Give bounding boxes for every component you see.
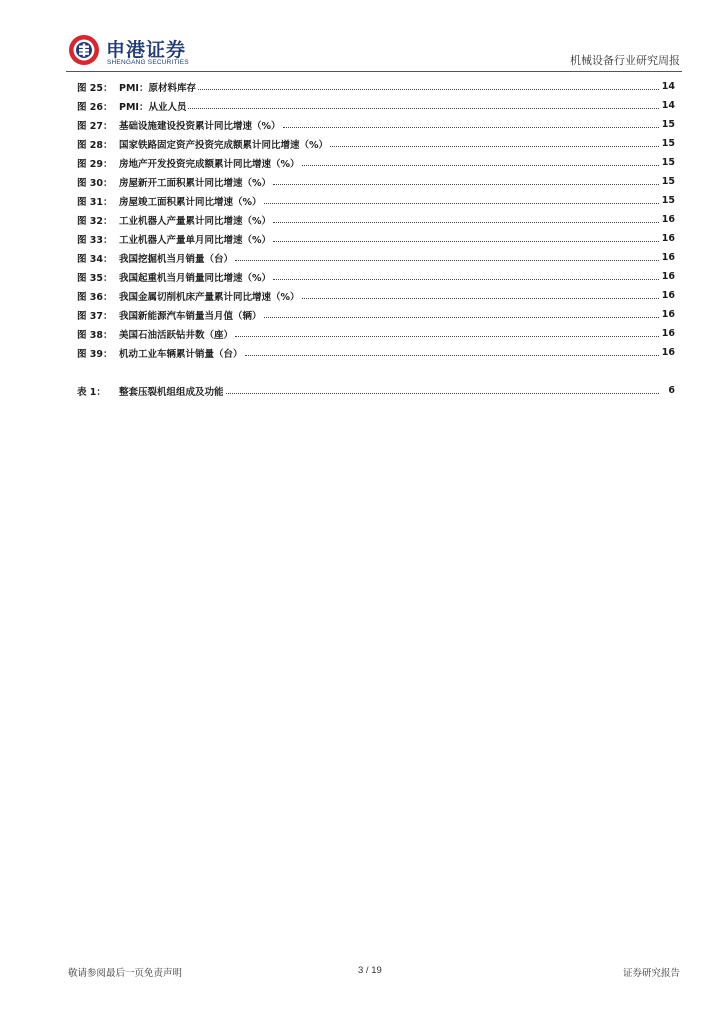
toc-figure-entry[interactable]: [77, 115, 675, 134]
toc-entry-page: 16: [661, 233, 675, 244]
toc-entry-page: 15: [661, 176, 675, 187]
toc-entry-number: 图 35：: [77, 272, 113, 284]
toc-entry-page: 15: [661, 195, 675, 206]
toc-entry-number: 图 29：: [77, 158, 113, 170]
toc-entry-title: 我国起重机当月销量同比增速（%）: [119, 272, 272, 284]
toc-leader-dots: [302, 165, 659, 166]
toc-entry-number: 图 38：: [77, 329, 113, 341]
toc-figure-entry[interactable]: [77, 248, 675, 267]
toc-figure-entry[interactable]: [77, 210, 675, 229]
toc-figure-entry[interactable]: [77, 77, 675, 96]
toc-leader-dots: [273, 184, 659, 185]
toc-leader-dots: [198, 89, 659, 90]
toc-leader-dots: [235, 336, 659, 337]
toc-leader-dots: [302, 298, 659, 299]
toc-entry-title: 房屋竣工面积累计同比增速（%）: [119, 196, 262, 208]
toc-figure-entry[interactable]: [77, 172, 675, 191]
toc-leader-dots: [235, 260, 659, 261]
toc-figure-entry[interactable]: [77, 324, 675, 343]
toc-leader-dots: [264, 317, 659, 318]
toc-entry-number: 图 28：: [77, 139, 113, 151]
toc-entry-page: 16: [661, 309, 675, 320]
toc-entry-title: PMI：从业人员: [119, 101, 187, 113]
brand-name-cn: 申港证券: [106, 39, 187, 61]
toc-entry-page: 16: [661, 252, 675, 263]
toc-leader-dots: [273, 241, 659, 242]
toc-entry-title: 我国金属切削机床产量累计同比增速（%）: [119, 291, 300, 303]
toc-leader-dots: [245, 355, 659, 356]
toc-figure-entry[interactable]: [77, 305, 675, 324]
toc-entry-page: 14: [661, 100, 675, 111]
list-separator: [77, 362, 675, 381]
toc-entry-title: 我国挖掘机当月销量（台）: [119, 253, 234, 265]
toc-entry-number: 图 37：: [77, 310, 113, 322]
toc-entry-number: 图 33：: [77, 234, 113, 246]
toc-entry-number: 表 1：: [77, 386, 106, 398]
toc-entry-title: 国家铁路固定资产投资完成额累计同比增速（%）: [119, 139, 329, 151]
toc-entry-page: 16: [661, 214, 675, 225]
toc-table-entry[interactable]: [77, 381, 675, 400]
toc-entry-page: 16: [661, 290, 675, 301]
toc-entry-title: 房屋新开工面积累计同比增速（%）: [119, 177, 272, 189]
toc-entry-number: 图 25：: [77, 82, 113, 94]
toc-leader-dots: [283, 127, 659, 128]
toc-entry-title: 工业机器人产量累计同比增速（%）: [119, 215, 272, 227]
brand-name-en: SHENGANG SECURITIES: [107, 59, 189, 66]
toc-entry-page: 15: [661, 157, 675, 168]
table-list: [77, 381, 675, 400]
toc-entry-number: 图 27：: [77, 120, 113, 132]
company-logo: [68, 34, 198, 66]
figure-list: [77, 77, 675, 362]
toc-entry-page: 6: [668, 385, 675, 396]
logo-mark-icon: [68, 34, 100, 66]
footer-report-type: 证券研究报告: [622, 968, 680, 979]
toc-entry-number: 图 39：: [77, 348, 113, 360]
toc-leader-dots: [226, 393, 659, 394]
toc-figure-entry[interactable]: [77, 191, 675, 210]
toc-leader-dots: [188, 108, 659, 109]
toc-entry-title: 整套压裂机组组成及功能: [119, 386, 224, 398]
toc-figure-entry[interactable]: [77, 343, 675, 362]
toc-leader-dots: [273, 279, 659, 280]
toc-entry-page: 14: [661, 81, 675, 92]
toc-entry-page: 16: [661, 328, 675, 339]
table-of-contents: [77, 77, 675, 400]
toc-figure-entry[interactable]: [77, 153, 675, 172]
toc-figure-entry[interactable]: [77, 267, 675, 286]
toc-entry-title: PMI：原材料库存: [119, 82, 196, 94]
toc-entry-title: 美国石油活跃钻井数（座）: [119, 329, 234, 341]
toc-entry-number: 图 36：: [77, 291, 113, 303]
page-number: 3 / 19: [358, 965, 382, 976]
toc-figure-entry[interactable]: [77, 286, 675, 305]
toc-figure-entry[interactable]: [77, 229, 675, 248]
toc-leader-dots: [273, 222, 659, 223]
toc-entry-title: 工业机器人产量单月同比增速（%）: [119, 234, 272, 246]
toc-entry-title: 基础设施建设投资累计同比增速（%）: [119, 120, 281, 132]
toc-figure-entry[interactable]: [77, 134, 675, 153]
header-divider: [66, 71, 682, 72]
page-footer: [66, 965, 682, 979]
toc-entry-number: 图 30：: [77, 177, 113, 189]
toc-entry-number: 图 31：: [77, 196, 113, 208]
toc-entry-page: 15: [661, 119, 675, 130]
toc-entry-number: 图 26：: [77, 101, 113, 113]
toc-leader-dots: [330, 146, 659, 147]
toc-entry-title: 机动工业车辆累计销量（台）: [119, 348, 243, 360]
toc-entry-number: 图 32：: [77, 215, 113, 227]
toc-entry-page: 15: [661, 138, 675, 149]
toc-figure-entry[interactable]: [77, 96, 675, 115]
toc-entry-number: 图 34：: [77, 253, 113, 265]
toc-entry-page: 16: [661, 271, 675, 282]
footer-disclaimer: 敬请参阅最后一页免责声明: [68, 968, 183, 979]
report-title: 机械设备行业研究周报: [570, 54, 680, 67]
toc-entry-title: 房地产开发投资完成额累计同比增速（%）: [119, 158, 300, 170]
page-header: [66, 30, 682, 72]
toc-entry-page: 16: [661, 347, 675, 358]
toc-leader-dots: [264, 203, 659, 204]
toc-entry-title: 我国新能源汽车销量当月值（辆）: [119, 310, 262, 322]
